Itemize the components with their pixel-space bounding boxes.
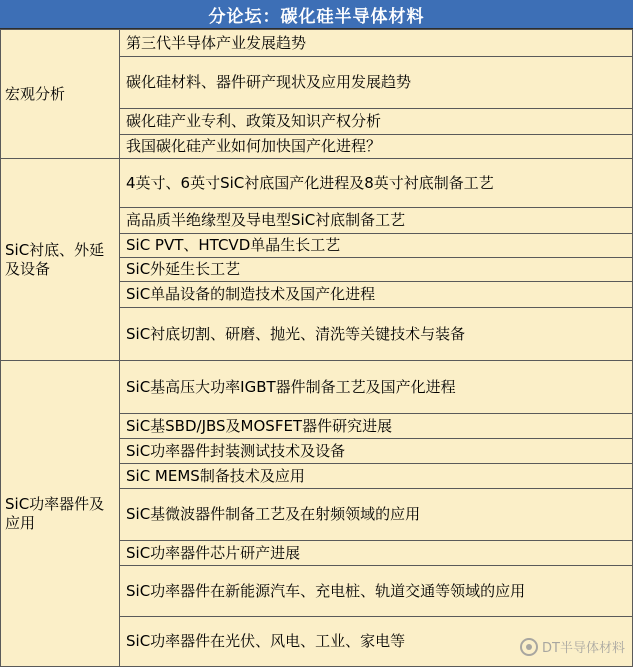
topic-cell: 4英寸、6英寸SiC衬底国产化进程及8英寸衬底制备工艺: [120, 159, 633, 208]
topic-cell: SiC功率器件封装测试技术及设备: [120, 439, 633, 464]
topic-cell: SiC功率器件在新能源汽车、充电桩、轨道交通等领域的应用: [120, 566, 633, 617]
watermark: [520, 637, 625, 656]
topic-cell: SiC单晶设备的制造技术及国产化进程: [120, 282, 633, 308]
topic-cell: 第三代半导体产业发展趋势: [120, 30, 633, 57]
topic-cell: SiC外延生长工艺: [120, 258, 633, 282]
topic-cell: 高品质半绝缘型及导电型SiC衬底制备工艺: [120, 208, 633, 234]
agenda-table: [0, 29, 633, 667]
table-row: [1, 361, 633, 414]
wechat-logo-icon: [520, 638, 538, 656]
topic-cell: SiC功率器件在光伏、风电、工业、家电等: [120, 617, 633, 667]
watermark-text: DT半导体材料: [542, 641, 625, 656]
topic-cell: SiC基高压大功率IGBT器件制备工艺及国产化进程: [120, 361, 633, 414]
category-cell: SiC衬底、外延及设备: [1, 159, 120, 361]
topic-cell: SiC PVT、HTCVD单晶生长工艺: [120, 234, 633, 258]
page-title: 分论坛：碳化硅半导体材料: [0, 0, 633, 29]
topic-cell: SiC MEMS制备技术及应用: [120, 464, 633, 489]
topic-cell: 碳化硅材料、器件研产现状及应用发展趋势: [120, 57, 633, 109]
category-cell: 宏观分析: [1, 30, 120, 159]
table-row: [1, 30, 633, 57]
category-cell: SiC功率器件及应用: [1, 361, 120, 667]
topic-cell: SiC衬底切割、研磨、抛光、清洗等关键技术与装备: [120, 308, 633, 361]
topic-cell: SiC功率器件芯片研产进展: [120, 541, 633, 566]
topic-cell: 我国碳化硅产业如何加快国产化进程？: [120, 135, 633, 159]
table-row: [1, 159, 633, 208]
topic-cell: 碳化硅产业专利、政策及知识产权分析: [120, 109, 633, 135]
topic-cell: SiC基SBD/JBS及MOSFET器件研究进展: [120, 414, 633, 439]
topic-cell: SiC基微波器件制备工艺及在射频领域的应用: [120, 489, 633, 541]
